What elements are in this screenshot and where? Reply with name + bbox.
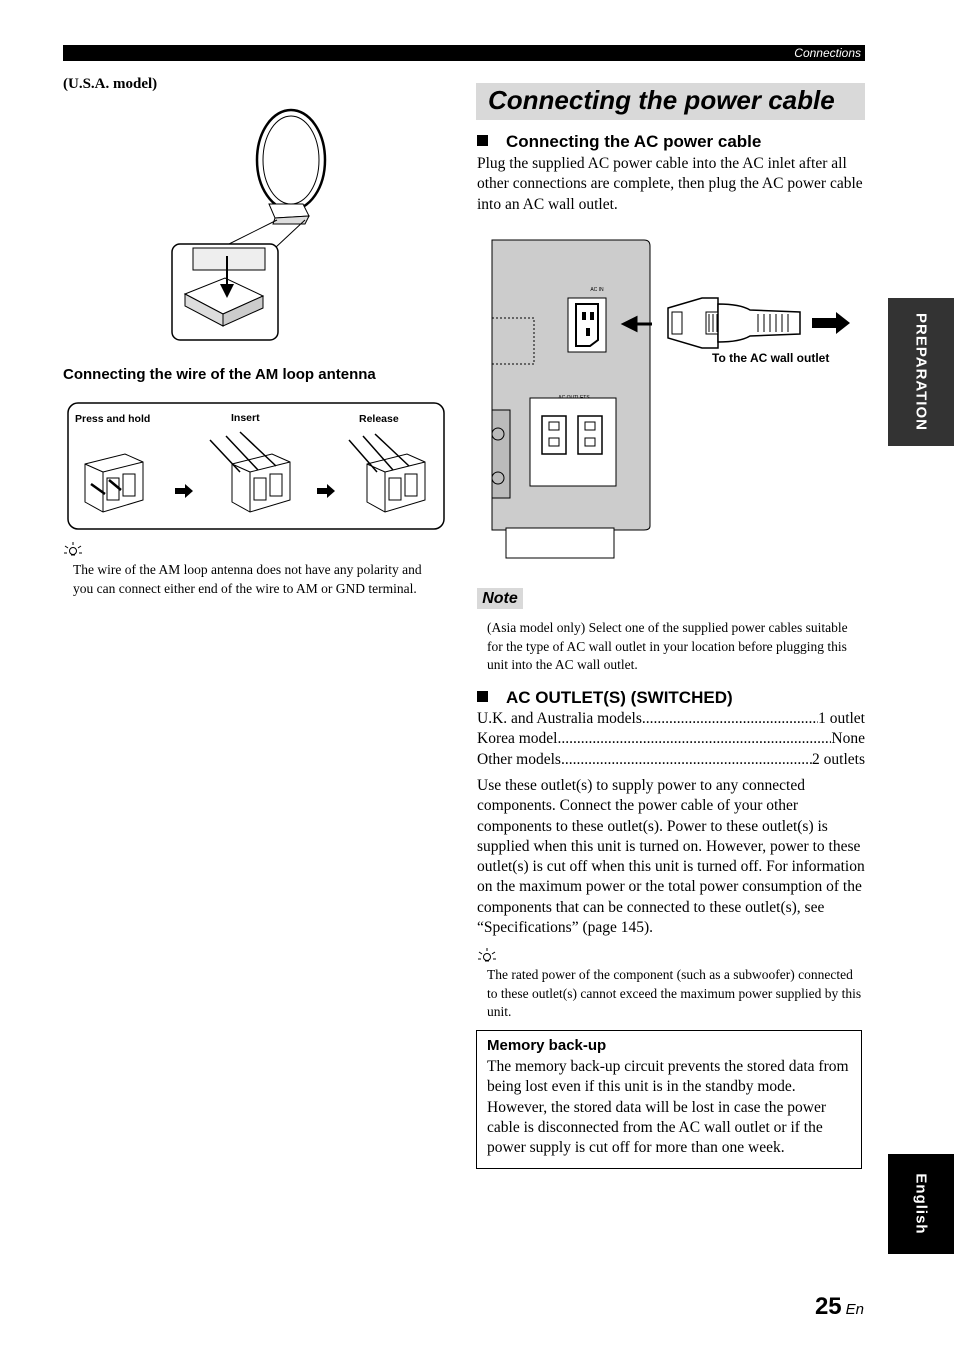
outlets-body: Use these outlet(s) to supply power to any connected components. Connect the power cable of your other components to these outlet(s). Power to these outlet(s) is supplied when this unit is turned on. However, power to these outlet(s) is cut off when this unit is turned off. For information on the maximum power or the total power consumption of the components that can be connected to these outlet(s), see “Specifications” (page 145).: [477, 777, 865, 937]
page-title: Connecting the power cable: [488, 85, 835, 115]
memory-backup-body: The memory back-up circuit prevents the stored data from being lost even if this unit is in the standby mode. However, the stored data will be lost in case the power cable is disconnected from the AC wall outlet or if the power supply is cut off for more than one week.: [487, 1058, 849, 1157]
square-bullet-icon: [477, 135, 488, 146]
ac-in-label: AC IN: [590, 287, 604, 293]
header-bar: [63, 45, 865, 61]
wall-outlet-label: To the AC wall outlet: [712, 351, 830, 365]
outlets-tip-text: The rated power of the component (such as a subwoofer) connected to these outlet(s) cannot exceed the maximum power supplied by this unit.: [487, 967, 862, 1019]
memory-backup-title: Memory back-up: [487, 1037, 607, 1054]
note-badge: Note: [477, 588, 523, 609]
step-press-and-hold: Press and hold: [75, 413, 151, 425]
step-insert: Insert: [231, 412, 260, 424]
note-text: (Asia model only) Select one of the supplied power cables suitable for the type of AC wall outlet in your location before plugging this unit into the AC wall outlet.: [487, 620, 848, 672]
antenna-steps-diagram: [67, 402, 445, 530]
section-label: Connections: [794, 46, 861, 60]
tip-icon: [477, 948, 497, 964]
square-bullet-icon: [477, 691, 488, 702]
ac-outlets-heading: AC OUTLET(S) (SWITCHED): [477, 688, 733, 708]
am-loop-antenna-illustration: [165, 108, 340, 346]
tab-preparation: PREPARATION: [888, 298, 954, 446]
ac-cable-body: Plug the supplied AC power cable into the AC inlet after all other connections are complete, then plug the AC power cable into an AC wall outlet.: [477, 155, 863, 213]
arrow-right-icon: [812, 312, 850, 334]
tab-english: English: [888, 1154, 954, 1254]
outlets-table: [477, 709, 865, 770]
page-number: 25 En: [814, 1293, 864, 1320]
step-release: Release: [359, 413, 399, 425]
memory-backup-box: [476, 1030, 862, 1169]
model-label: (U.S.A. model): [63, 76, 158, 92]
title-box: [476, 83, 865, 120]
ac-cable-heading: Connecting the AC power cable: [477, 132, 761, 152]
outlet-row: U.K. and Australia models ..... 1 outlet: [477, 709, 865, 729]
antenna-tip-text: The wire of the AM loop antenna does not have any polarity and you can connect either end of the wire to AM or GND terminal.: [73, 562, 422, 596]
outlet-row: Other models ..... 2 outlets: [477, 750, 865, 770]
tip-icon: [63, 542, 83, 558]
am-antenna-caption: Connecting the wire of the AM loop antenna: [63, 366, 376, 383]
rear-panel-diagram: [490, 238, 862, 568]
outlet-row: Korea model ..... None: [477, 729, 865, 749]
